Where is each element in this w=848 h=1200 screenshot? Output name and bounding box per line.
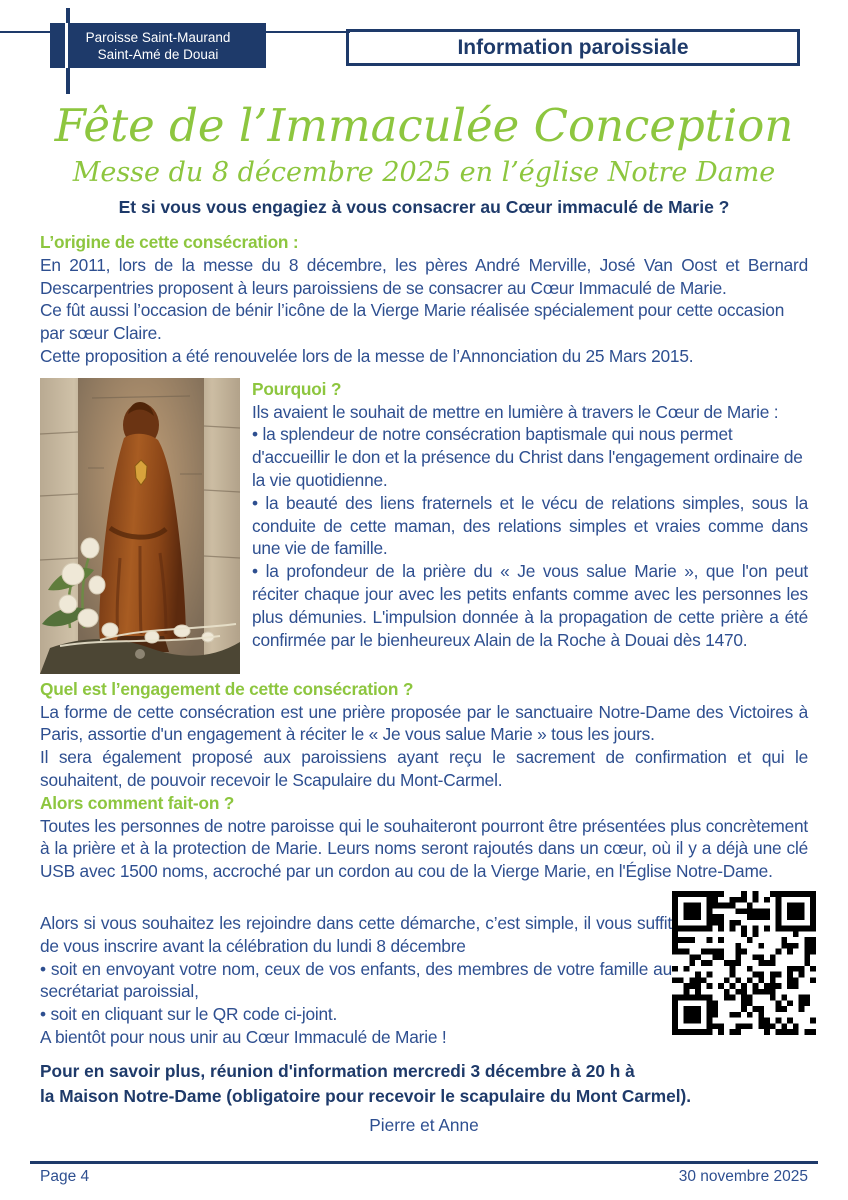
pourquoi-intro: Ils avaient le souhait de mettre en lumière à travers le Cœur de Marie : — [252, 401, 779, 422]
page-number: Page 4 — [40, 1168, 90, 1185]
footer — [40, 1168, 808, 1186]
signature: Pierre et Anne — [369, 1114, 479, 1135]
section-heading-engagement: Quel est l’engagement de cette consécration ? — [40, 678, 414, 699]
section-heading-pourquoi: Pourquoi ? — [252, 378, 342, 399]
footer-date: 30 novembre 2025 — [678, 1168, 808, 1185]
inscription-paragraph-1: Alors si vous souhaitez les rejoindre dans cette démarche, c’est simple, il vous suffit de vous inscrire avant la célébration du lundi 8 décembre — [40, 912, 672, 956]
inscription-text-column — [40, 891, 672, 1049]
qr-code[interactable] — [672, 891, 816, 1035]
pourquoi-bullet-1: • la splendeur de notre consécration baptismale qui nous permet d'accueillir le don et la présence du Christ dans l'engagement ordinaire de la vie quotidienne. — [252, 424, 803, 490]
meeting-info — [40, 1059, 808, 1109]
pourquoi-section — [40, 378, 808, 674]
meeting-info-line2: la Maison Notre-Dame (obligatoire pour recevoir le scapulaire du Mont Carmel). — [40, 1085, 692, 1106]
inscription-closing: A bientôt pour nous unir au Cœur Immaculé de Marie ! — [40, 1026, 447, 1047]
pourquoi-text-column — [252, 378, 808, 652]
footer-rule — [30, 1161, 818, 1164]
parish-name-box — [50, 23, 266, 68]
page-content — [0, 98, 848, 1138]
origine-paragraph-3: Cette proposition a été renouvelée lors de la messe de l’Annonciation du 25 Mars 2015. — [40, 345, 694, 366]
statue-photo-graphic — [40, 378, 240, 674]
origine-paragraph-2: Ce fût aussi l’occasion de bénir l’icône de la Vierge Marie réalisée spécialement pour cette occasion par sœur Claire. — [40, 300, 785, 344]
consecration-question: Et si vous vous engagiez à vous consacrer au Cœur immaculé de Marie ? — [118, 197, 730, 217]
inscription-bullet-1: • soit en envoyant votre nom, ceux de vos enfants, des membres de votre famille au secrétariat paroissial, — [40, 958, 672, 1002]
page-title: Fête de l’Immaculée Conception — [54, 99, 794, 152]
parish-name-line2: Saint-Amé de Douai — [97, 46, 219, 62]
pourquoi-bullet-3: • la profondeur de la prière du « Je vous salue Marie », que l'on peut réciter chaque jour avec les petits enfants comme avec les personnes les plus démunies. L'impulsion donnée à la propagation de cette prière a été confirmée par le bienheureux Alain de la Roche à Douai dès 1470. — [252, 561, 808, 650]
pourquoi-bullet-2: • la beauté des liens fraternels et le vécu de relations simples, sous la conduite de cette maman, des relations simples et vraies comme dans une vie de famille. — [252, 492, 808, 559]
banner-box — [346, 29, 800, 66]
origine-paragraph-1: En 2011, lors de la messe du 8 décembre, les pères André Merville, José Van Oost et Bernard Descarpentries proposent à leurs paroissiens de se consacrer au Cœur Immaculé de Marie. — [40, 254, 808, 298]
parish-name-line1: Paroisse Saint-Maurand — [85, 29, 231, 45]
page-subtitle: Messe du 8 décembre 2025 en l’église Notre Dame — [72, 157, 776, 188]
inscription-bullet-2: • soit en cliquant sur le QR code ci-joint. — [40, 1004, 338, 1025]
statue-photo — [40, 378, 240, 674]
banner-title: Information paroissiale — [457, 35, 689, 59]
engagement-paragraph-2: Il sera également proposé aux paroissiens ayant reçu le sacrement de confirmation et qui le souhaitent, de pouvoir recevoir le Scapulaire du Mont-Carmel. — [40, 747, 808, 790]
section-heading-origine: L’origine de cette consécration : — [40, 232, 299, 252]
section-heading-comment: Alors comment fait-on ? — [40, 792, 235, 813]
engagement-paragraph-1: La forme de cette consécration est une prière proposée par le sanctuaire Notre-Dame des Victoires à Paris, assortie d'un engagement à réciter le « Je vous salue Marie » tous les jours. — [40, 701, 808, 745]
qr-code-graphic[interactable] — [672, 891, 816, 1035]
inscription-section — [40, 891, 808, 1049]
comment-paragraph-1: Toutes les personnes de notre paroisse qui le souhaiteront pourront être présentées plus concrètement à la prière et à la protection de Marie. Leurs noms seront rajoutés dans un cœur, où il y a déjà une clé USB avec 1500 noms, accroché par un cordon au cou de la Vierge Marie, en l'Église Notre-Dame. — [40, 815, 808, 882]
meeting-info-line1: Pour en savoir plus, réunion d'information mercredi 3 décembre à 20 h à — [40, 1060, 635, 1081]
